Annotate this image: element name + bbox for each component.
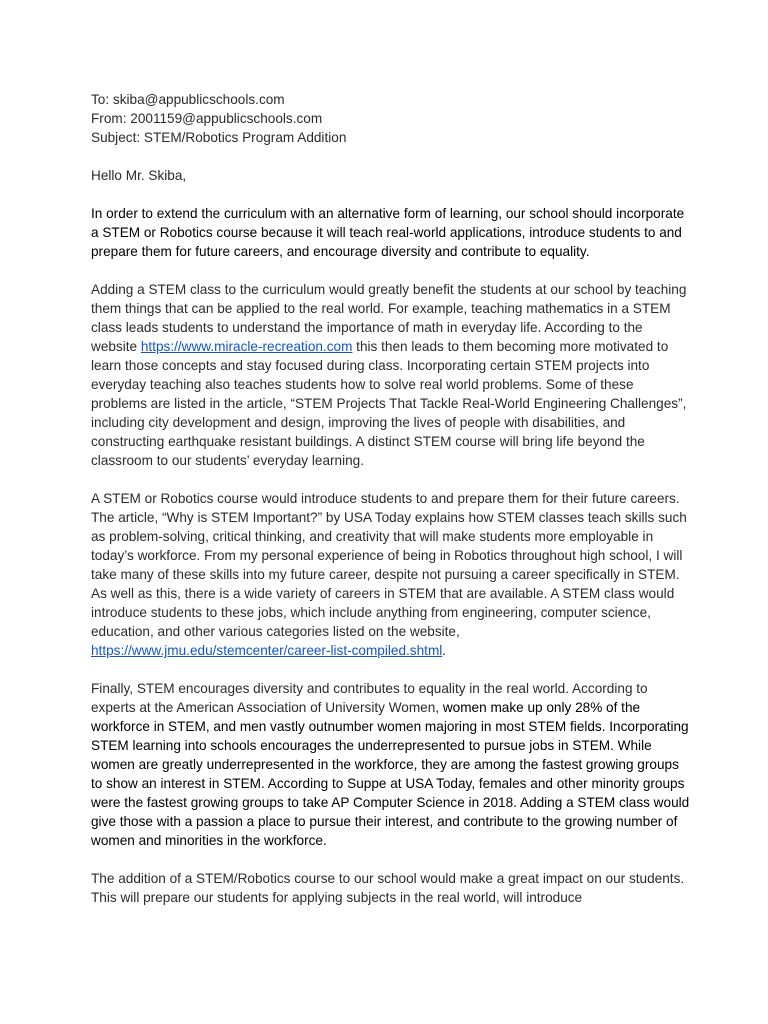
paragraph-text: this then leads to them becoming more motivated to learn those concepts and stay focused during class. Incorporating certain STEM projects into everyday teaching also teaches students how to solve real world problems. Some of these problems are listed in the article, “STEM Projects That Tackle Real-World Engineering Challenges”, including city development and design, improving the lives of people with disabilities, and constructing earthquake resistant buildings. A distinct STEM course will bring life beyond the classroom to our students’ everyday learning.: [91, 339, 687, 468]
email-header: [91, 90, 691, 147]
letter-document: [91, 90, 691, 907]
subject-line: Subject: STEM/Robotics Program Addition: [91, 130, 347, 145]
jmu-career-list-link[interactable]: https://www.jmu.edu/stemcenter/career-list-compiled.shtml: [91, 643, 443, 658]
paragraph-emphasis-text: women make up only 28% of the workforce in STEM, and men vastly outnumber women majoring in most STEM fields. Incorporating STEM learning into schools encourages the underrepresented to pursue jobs in STEM. While women are greatly underrepresented in the workforce, they are among the fastest growing groups to show an interest in STEM. According to Suppe at USA Today, females and other minority groups were the fastest growing groups to take AP Computer Science in 2018. Adding a STEM class would give those with a passion a place to pursue their interest, and contribute to the growing number of women and minorities in the workforce.: [91, 700, 690, 848]
paragraph-text: Adding a STEM class to the curriculum would greatly benefit the students at our school by teaching them things that can be applied to the real world. For example, teaching mathematics in a STEM class leads students to understand the importance of math in everyday life. According to the website: [91, 282, 687, 354]
paragraph-text: Finally, STEM encourages diversity and contributes to equality in the real world. According to experts at the American Association of University Women,: [91, 681, 648, 715]
paragraph-careers: [91, 489, 691, 660]
paragraph-conclusion: The addition of a STEM/Robotics course to our school would make a great impact on our students. This will prepare our students for applying subjects in the real world, will introduce: [91, 871, 685, 905]
paragraph-thesis: In order to extend the curriculum with an alternative form of learning, our school should incorporate a STEM or Robotics course because it will teach real-world applications, introduce students to and prepare them for future careers, and encourage diversity and contribute to equality.: [91, 206, 685, 259]
from-line: From: 2001159@appublicschools.com: [91, 111, 323, 126]
miracle-recreation-link[interactable]: https://www.miracle-recreation.com: [140, 339, 353, 354]
to-line: To: skiba@appublicschools.com: [91, 92, 285, 107]
paragraph-real-world: [91, 280, 691, 470]
paragraph-text: A STEM or Robotics course would introduce students to and prepare them for their future careers. The article, “Why is STEM Important?” by USA Today explains how STEM classes teach skills such as problem-solving, critical thinking, and creativity that will make students more employable in today’s workforce. From my personal experience of being in Robotics throughout high school, I will take many of these skills into my future career, despite not pursuing a career specifically in STEM. As well as this, there is a wide variety of careers in STEM that are available. A STEM class would introduce students to these jobs, which include anything from engineering, computer science, education, and other various categories listed on the website,: [91, 491, 687, 639]
paragraph-diversity: [91, 679, 691, 850]
greeting: Hello Mr. Skiba,: [91, 168, 187, 183]
paragraph-text: .: [442, 643, 447, 658]
